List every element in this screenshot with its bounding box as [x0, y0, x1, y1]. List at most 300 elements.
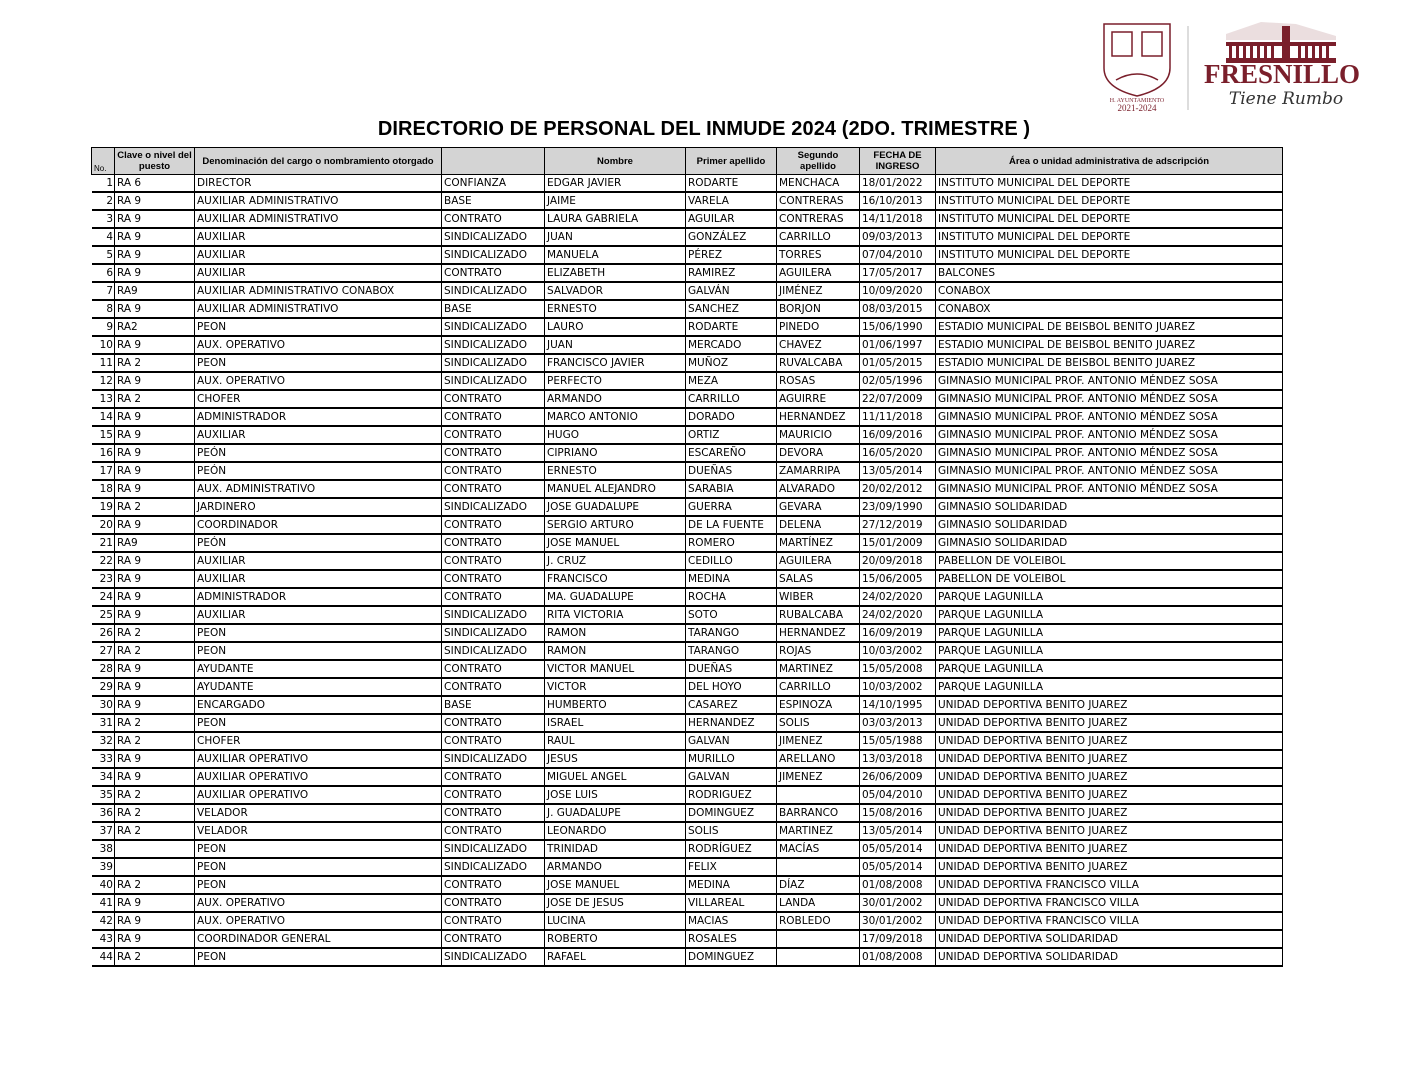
fecha-ingreso: 11/11/2018 [860, 408, 936, 426]
clave-puesto: RA 9 [115, 300, 195, 318]
primer-apellido: MERCADO [686, 336, 777, 354]
nombre: LUCINA [545, 912, 686, 930]
clave-puesto: RA 9 [115, 336, 195, 354]
table-row [92, 516, 1283, 534]
segundo-apellido: ROSAS [777, 372, 860, 390]
table-row [92, 930, 1283, 948]
area-adscripcion: CONABOX [936, 300, 1283, 318]
tipo-contratacion: SINDICALIZADO [442, 624, 545, 642]
primer-apellido: DOMINGUEZ [686, 948, 777, 966]
table-row [92, 462, 1283, 480]
row-number: 39 [92, 858, 115, 876]
clave-puesto [115, 840, 195, 858]
segundo-apellido: RUVALCABA [777, 354, 860, 372]
area-adscripcion: GIMNASIO MUNICIPAL PROF. ANTONIO MÉNDEZ SOSA [936, 444, 1283, 462]
tipo-contratacion: SINDICALIZADO [442, 948, 545, 966]
fecha-ingreso: 15/05/1988 [860, 732, 936, 750]
nombre: HUMBERTO [545, 696, 686, 714]
tipo-contratacion: CONTRATO [442, 426, 545, 444]
fecha-ingreso: 13/03/2018 [860, 750, 936, 768]
table-row [92, 480, 1283, 498]
fecha-ingreso: 15/06/1990 [860, 318, 936, 336]
segundo-apellido: RUBALCABA [777, 606, 860, 624]
row-number: 30 [92, 696, 115, 714]
segundo-apellido: MARTÍNEZ [777, 534, 860, 552]
table-row [92, 858, 1283, 876]
area-adscripcion: GIMNASIO SOLIDARIDAD [936, 498, 1283, 516]
cargo: AYUDANTE [195, 678, 442, 696]
area-adscripcion: INSTITUTO MUNICIPAL DEL DEPORTE [936, 228, 1283, 246]
nombre: JAIME [545, 192, 686, 210]
segundo-apellido: HERNANDEZ [777, 408, 860, 426]
cargo: AUXILIAR [195, 426, 442, 444]
fecha-ingreso: 27/12/2019 [860, 516, 936, 534]
table-row [92, 246, 1283, 264]
cargo: AUX. OPERATIVO [195, 336, 442, 354]
clave-puesto: RA 9 [115, 264, 195, 282]
fecha-ingreso: 16/09/2019 [860, 624, 936, 642]
nombre: SALVADOR [545, 282, 686, 300]
tipo-contratacion: CONTRATO [442, 516, 545, 534]
table-header-row [92, 148, 1283, 175]
clave-puesto: RA 2 [115, 498, 195, 516]
svg-text:Tiene Rumbo: Tiene Rumbo [1228, 89, 1344, 109]
fecha-ingreso: 01/08/2008 [860, 876, 936, 894]
clave-puesto [115, 858, 195, 876]
row-number: 25 [92, 606, 115, 624]
table-row [92, 948, 1283, 966]
primer-apellido: DORADO [686, 408, 777, 426]
svg-text:2021-2024: 2021-2024 [1117, 103, 1157, 113]
tipo-contratacion: SINDICALIZADO [442, 318, 545, 336]
area-adscripcion: UNIDAD DEPORTIVA SOLIDARIDAD [936, 948, 1283, 966]
area-adscripcion: INSTITUTO MUNICIPAL DEL DEPORTE [936, 175, 1283, 193]
area-adscripcion: UNIDAD DEPORTIVA SOLIDARIDAD [936, 930, 1283, 948]
segundo-apellido: SOLIS [777, 714, 860, 732]
fecha-ingreso: 15/01/2009 [860, 534, 936, 552]
area-adscripcion: GIMNASIO MUNICIPAL PROF. ANTONIO MÉNDEZ SOSA [936, 462, 1283, 480]
fecha-ingreso: 18/01/2022 [860, 175, 936, 193]
clave-puesto: RA 9 [115, 552, 195, 570]
fecha-ingreso: 14/10/1995 [860, 696, 936, 714]
segundo-apellido: ESPINOZA [777, 696, 860, 714]
clave-puesto: RA 2 [115, 822, 195, 840]
cargo: AUXILIAR [195, 570, 442, 588]
table-row [92, 408, 1283, 426]
area-adscripcion: UNIDAD DEPORTIVA BENITO JUAREZ [936, 768, 1283, 786]
row-number: 24 [92, 588, 115, 606]
nombre: JOSE LUIS [545, 786, 686, 804]
cargo: PEON [195, 624, 442, 642]
cargo: AUX. OPERATIVO [195, 894, 442, 912]
primer-apellido: SOLIS [686, 822, 777, 840]
row-number: 10 [92, 336, 115, 354]
primer-apellido: ROSALES [686, 930, 777, 948]
clave-puesto: RA 9 [115, 444, 195, 462]
personnel-directory-table [91, 147, 1283, 967]
tipo-contratacion: SINDICALIZADO [442, 246, 545, 264]
row-number: 20 [92, 516, 115, 534]
area-adscripcion: GIMNASIO MUNICIPAL PROF. ANTONIO MÉNDEZ SOSA [936, 390, 1283, 408]
tipo-contratacion: CONTRATO [442, 930, 545, 948]
primer-apellido: CEDILLO [686, 552, 777, 570]
row-number: 7 [92, 282, 115, 300]
fecha-ingreso: 17/05/2017 [860, 264, 936, 282]
primer-apellido: MEDINA [686, 570, 777, 588]
clave-puesto: RA 9 [115, 210, 195, 228]
fecha-ingreso: 09/03/2013 [860, 228, 936, 246]
clave-puesto: RA 9 [115, 750, 195, 768]
primer-apellido: GONZÁLEZ [686, 228, 777, 246]
area-adscripcion: UNIDAD DEPORTIVA BENITO JUAREZ [936, 822, 1283, 840]
table-row [92, 210, 1283, 228]
tipo-contratacion: CONTRATO [442, 444, 545, 462]
area-adscripcion: UNIDAD DEPORTIVA BENITO JUAREZ [936, 750, 1283, 768]
tipo-contratacion: CONTRATO [442, 210, 545, 228]
header-tipo [442, 148, 545, 175]
fecha-ingreso: 20/09/2018 [860, 552, 936, 570]
nombre: JUAN [545, 228, 686, 246]
primer-apellido: GALVÁN [686, 282, 777, 300]
fecha-ingreso: 16/10/2013 [860, 192, 936, 210]
table-row [92, 372, 1283, 390]
table-row [92, 768, 1283, 786]
row-number: 38 [92, 840, 115, 858]
cargo: ADMINISTRADOR [195, 408, 442, 426]
area-adscripcion: ESTADIO MUNICIPAL DE BEISBOL BENITO JUAREZ [936, 336, 1283, 354]
header-no: No. [92, 148, 115, 175]
clave-puesto: RA 2 [115, 624, 195, 642]
nombre: MANUELA [545, 246, 686, 264]
area-adscripcion: UNIDAD DEPORTIVA BENITO JUAREZ [936, 732, 1283, 750]
cargo: AUX. OPERATIVO [195, 372, 442, 390]
primer-apellido: DOMINGUEZ [686, 804, 777, 822]
row-number: 33 [92, 750, 115, 768]
fecha-ingreso: 30/01/2002 [860, 894, 936, 912]
row-number: 3 [92, 210, 115, 228]
primer-apellido: TARANGO [686, 642, 777, 660]
primer-apellido: HERNANDEZ [686, 714, 777, 732]
table-row [92, 606, 1283, 624]
primer-apellido: CARRILLO [686, 390, 777, 408]
cargo: PEÓN [195, 444, 442, 462]
nombre: RITA VICTORIA [545, 606, 686, 624]
clave-puesto: RA 9 [115, 912, 195, 930]
table-row [92, 732, 1283, 750]
segundo-apellido: DELENA [777, 516, 860, 534]
cargo: PEON [195, 840, 442, 858]
tipo-contratacion: CONTRATO [442, 552, 545, 570]
area-adscripcion: GIMNASIO MUNICIPAL PROF. ANTONIO MÉNDEZ SOSA [936, 372, 1283, 390]
primer-apellido: RODARTE [686, 318, 777, 336]
primer-apellido: RODRIGUEZ [686, 786, 777, 804]
area-adscripcion: PARQUE LAGUNILLA [936, 624, 1283, 642]
cargo: VELADOR [195, 822, 442, 840]
nombre: ARMANDO [545, 390, 686, 408]
tipo-contratacion: CONTRATO [442, 588, 545, 606]
primer-apellido: SARABIA [686, 480, 777, 498]
clave-puesto: RA 2 [115, 786, 195, 804]
tipo-contratacion: SINDICALIZADO [442, 858, 545, 876]
primer-apellido: ESCAREÑO [686, 444, 777, 462]
cargo: PEON [195, 948, 442, 966]
segundo-apellido [777, 858, 860, 876]
area-adscripcion: INSTITUTO MUNICIPAL DEL DEPORTE [936, 210, 1283, 228]
segundo-apellido: CONTRERAS [777, 210, 860, 228]
nombre: RAUL [545, 732, 686, 750]
header-denominacion: Denominación del cargo o nombramiento otorgado [195, 148, 442, 175]
clave-puesto: RA 2 [115, 804, 195, 822]
fecha-ingreso: 30/01/2002 [860, 912, 936, 930]
nombre: LAURO [545, 318, 686, 336]
segundo-apellido: ARELLANO [777, 750, 860, 768]
segundo-apellido: TORRES [777, 246, 860, 264]
table-row [92, 678, 1283, 696]
nombre: JUAN [545, 336, 686, 354]
table-row [92, 570, 1283, 588]
fecha-ingreso: 07/04/2010 [860, 246, 936, 264]
primer-apellido: MEDINA [686, 876, 777, 894]
table-row [92, 912, 1283, 930]
clave-puesto: RA 9 [115, 516, 195, 534]
cargo: DIRECTOR [195, 175, 442, 193]
segundo-apellido: HERNANDEZ [777, 624, 860, 642]
segundo-apellido [777, 786, 860, 804]
segundo-apellido [777, 930, 860, 948]
segundo-apellido: JIMENEZ [777, 768, 860, 786]
clave-puesto: RA 9 [115, 570, 195, 588]
row-number: 43 [92, 930, 115, 948]
cargo: AUXILIAR OPERATIVO [195, 768, 442, 786]
segundo-apellido: ROJAS [777, 642, 860, 660]
primer-apellido: DUEÑAS [686, 660, 777, 678]
tipo-contratacion: SINDICALIZADO [442, 498, 545, 516]
segundo-apellido: MARTINEZ [777, 660, 860, 678]
primer-apellido: MEZA [686, 372, 777, 390]
cargo: COORDINADOR [195, 516, 442, 534]
area-adscripcion: UNIDAD DEPORTIVA BENITO JUAREZ [936, 696, 1283, 714]
page-title: DIRECTORIO DE PERSONAL DEL INMUDE 2024 (2DO. TRIMESTRE ) [377, 118, 1031, 140]
primer-apellido: ORTIZ [686, 426, 777, 444]
fecha-ingreso: 01/05/2015 [860, 354, 936, 372]
header-fecha-ingreso: FECHA DE INGRESO [860, 148, 936, 175]
cargo: PEON [195, 714, 442, 732]
table-row [92, 175, 1283, 193]
row-number: 1 [92, 175, 115, 193]
cargo: AUXILIAR OPERATIVO [195, 786, 442, 804]
cargo: VELADOR [195, 804, 442, 822]
row-number: 17 [92, 462, 115, 480]
cargo: AUXILIAR [195, 606, 442, 624]
tipo-contratacion: CONTRATO [442, 894, 545, 912]
svg-text:FRESNILLO: FRESNILLO [1203, 59, 1361, 89]
clave-puesto: RA 9 [115, 588, 195, 606]
segundo-apellido: MENCHACA [777, 175, 860, 193]
cargo: PEÓN [195, 462, 442, 480]
row-number: 28 [92, 660, 115, 678]
clave-puesto: RA 2 [115, 732, 195, 750]
fecha-ingreso: 10/03/2002 [860, 678, 936, 696]
segundo-apellido: CONTRERAS [777, 192, 860, 210]
row-number: 35 [92, 786, 115, 804]
fecha-ingreso: 05/04/2010 [860, 786, 936, 804]
clave-puesto: RA 9 [115, 228, 195, 246]
header-primer-apellido: Primer apellido [686, 148, 777, 175]
clave-puesto: RA 9 [115, 768, 195, 786]
nombre: J. CRUZ [545, 552, 686, 570]
area-adscripcion: GIMNASIO MUNICIPAL PROF. ANTONIO MÉNDEZ SOSA [936, 480, 1283, 498]
segundo-apellido: CARRILLO [777, 228, 860, 246]
table-row [92, 228, 1283, 246]
fecha-ingreso: 15/06/2005 [860, 570, 936, 588]
nombre: VICTOR [545, 678, 686, 696]
area-adscripcion: BALCONES [936, 264, 1283, 282]
clave-puesto: RA 2 [115, 354, 195, 372]
clave-puesto: RA9 [115, 534, 195, 552]
table-row [92, 750, 1283, 768]
fecha-ingreso: 08/03/2015 [860, 300, 936, 318]
segundo-apellido: ALVARADO [777, 480, 860, 498]
primer-apellido: CASAREZ [686, 696, 777, 714]
table-row [92, 300, 1283, 318]
fecha-ingreso: 05/05/2014 [860, 858, 936, 876]
cargo: PEON [195, 642, 442, 660]
row-number: 41 [92, 894, 115, 912]
nombre: ARMANDO [545, 858, 686, 876]
primer-apellido: SOTO [686, 606, 777, 624]
table-row [92, 426, 1283, 444]
nombre: ERNESTO [545, 462, 686, 480]
cargo: AUX. ADMINISTRATIVO [195, 480, 442, 498]
area-adscripcion: PABELLON DE VOLEIBOL [936, 552, 1283, 570]
area-adscripcion: GIMNASIO MUNICIPAL PROF. ANTONIO MÉNDEZ SOSA [936, 408, 1283, 426]
row-number: 22 [92, 552, 115, 570]
clave-puesto: RA 9 [115, 480, 195, 498]
tipo-contratacion: CONTRATO [442, 768, 545, 786]
clave-puesto: RA 2 [115, 948, 195, 966]
nombre: VICTOR MANUEL [545, 660, 686, 678]
cargo: AUXILIAR ADMINISTRATIVO [195, 300, 442, 318]
table-row [92, 552, 1283, 570]
fecha-ingreso: 01/06/1997 [860, 336, 936, 354]
table-row [92, 354, 1283, 372]
table-row [92, 282, 1283, 300]
cargo: AUX. OPERATIVO [195, 912, 442, 930]
cargo: ADMINISTRADOR [195, 588, 442, 606]
table-row [92, 894, 1283, 912]
tipo-contratacion: CONTRATO [442, 408, 545, 426]
tipo-contratacion: CONTRATO [442, 912, 545, 930]
clave-puesto: RA9 [115, 282, 195, 300]
fresnillo-logo [1096, 18, 1381, 113]
nombre: ROBERTO [545, 930, 686, 948]
clave-puesto: RA 2 [115, 390, 195, 408]
fecha-ingreso: 22/07/2009 [860, 390, 936, 408]
row-number: 23 [92, 570, 115, 588]
cargo: AUXILIAR OPERATIVO [195, 750, 442, 768]
nombre: HUGO [545, 426, 686, 444]
cargo: AUXILIAR ADMINISTRATIVO [195, 210, 442, 228]
clave-puesto: RA 9 [115, 408, 195, 426]
fecha-ingreso: 24/02/2020 [860, 588, 936, 606]
primer-apellido: MUÑOZ [686, 354, 777, 372]
cargo: PEON [195, 354, 442, 372]
tipo-contratacion: SINDICALIZADO [442, 372, 545, 390]
area-adscripcion: GIMNASIO MUNICIPAL PROF. ANTONIO MÉNDEZ SOSA [936, 426, 1283, 444]
primer-apellido: DUEÑAS [686, 462, 777, 480]
segundo-apellido [777, 948, 860, 966]
fecha-ingreso: 16/09/2016 [860, 426, 936, 444]
clave-puesto: RA 9 [115, 660, 195, 678]
area-adscripcion: UNIDAD DEPORTIVA BENITO JUAREZ [936, 804, 1283, 822]
area-adscripcion: ESTADIO MUNICIPAL DE BEISBOL BENITO JUAREZ [936, 354, 1283, 372]
svg-text:H. AYUNTAMIENTO: H. AYUNTAMIENTO [1109, 98, 1165, 104]
primer-apellido: ROCHA [686, 588, 777, 606]
row-number: 19 [92, 498, 115, 516]
primer-apellido: RODARTE [686, 175, 777, 193]
cargo: AUXILIAR [195, 552, 442, 570]
primer-apellido: VARELA [686, 192, 777, 210]
area-adscripcion: PABELLON DE VOLEIBOL [936, 570, 1283, 588]
row-number: 14 [92, 408, 115, 426]
tipo-contratacion: CONTRATO [442, 876, 545, 894]
segundo-apellido: MAURICIO [777, 426, 860, 444]
table-row [92, 192, 1283, 210]
fecha-ingreso: 17/09/2018 [860, 930, 936, 948]
area-adscripcion: GIMNASIO SOLIDARIDAD [936, 516, 1283, 534]
tipo-contratacion: CONTRATO [442, 480, 545, 498]
segundo-apellido: ROBLEDO [777, 912, 860, 930]
primer-apellido: FELIX [686, 858, 777, 876]
segundo-apellido: MACÍAS [777, 840, 860, 858]
primer-apellido: MACIAS [686, 912, 777, 930]
nombre: J. GUADALUPE [545, 804, 686, 822]
header-segundo-apellido: Segundo apellido [777, 148, 860, 175]
area-adscripcion: UNIDAD DEPORTIVA BENITO JUAREZ [936, 840, 1283, 858]
segundo-apellido: JIMENEZ [777, 732, 860, 750]
area-adscripcion: ESTADIO MUNICIPAL DE BEISBOL BENITO JUAREZ [936, 318, 1283, 336]
table-row [92, 696, 1283, 714]
nombre: MIGUEL ANGEL [545, 768, 686, 786]
row-number: 34 [92, 768, 115, 786]
row-number: 29 [92, 678, 115, 696]
cargo: PEON [195, 318, 442, 336]
nombre: EDGAR JAVIER [545, 175, 686, 193]
area-adscripcion: UNIDAD DEPORTIVA BENITO JUAREZ [936, 786, 1283, 804]
row-number: 2 [92, 192, 115, 210]
segundo-apellido: PINEDO [777, 318, 860, 336]
area-adscripcion: CONABOX [936, 282, 1283, 300]
cargo: AUXILIAR [195, 246, 442, 264]
fecha-ingreso: 03/03/2013 [860, 714, 936, 732]
row-number: 12 [92, 372, 115, 390]
area-adscripcion: PARQUE LAGUNILLA [936, 660, 1283, 678]
area-adscripcion: PARQUE LAGUNILLA [936, 606, 1283, 624]
primer-apellido: TARANGO [686, 624, 777, 642]
tipo-contratacion: BASE [442, 192, 545, 210]
segundo-apellido: WIBER [777, 588, 860, 606]
cargo: ENCARGADO [195, 696, 442, 714]
fecha-ingreso: 13/05/2014 [860, 822, 936, 840]
clave-puesto: RA 9 [115, 894, 195, 912]
nombre: ISRAEL [545, 714, 686, 732]
nombre: RAMON [545, 642, 686, 660]
table-row [92, 804, 1283, 822]
row-number: 36 [92, 804, 115, 822]
nombre: RAMON [545, 624, 686, 642]
nombre: MARCO ANTONIO [545, 408, 686, 426]
table-row [92, 624, 1283, 642]
